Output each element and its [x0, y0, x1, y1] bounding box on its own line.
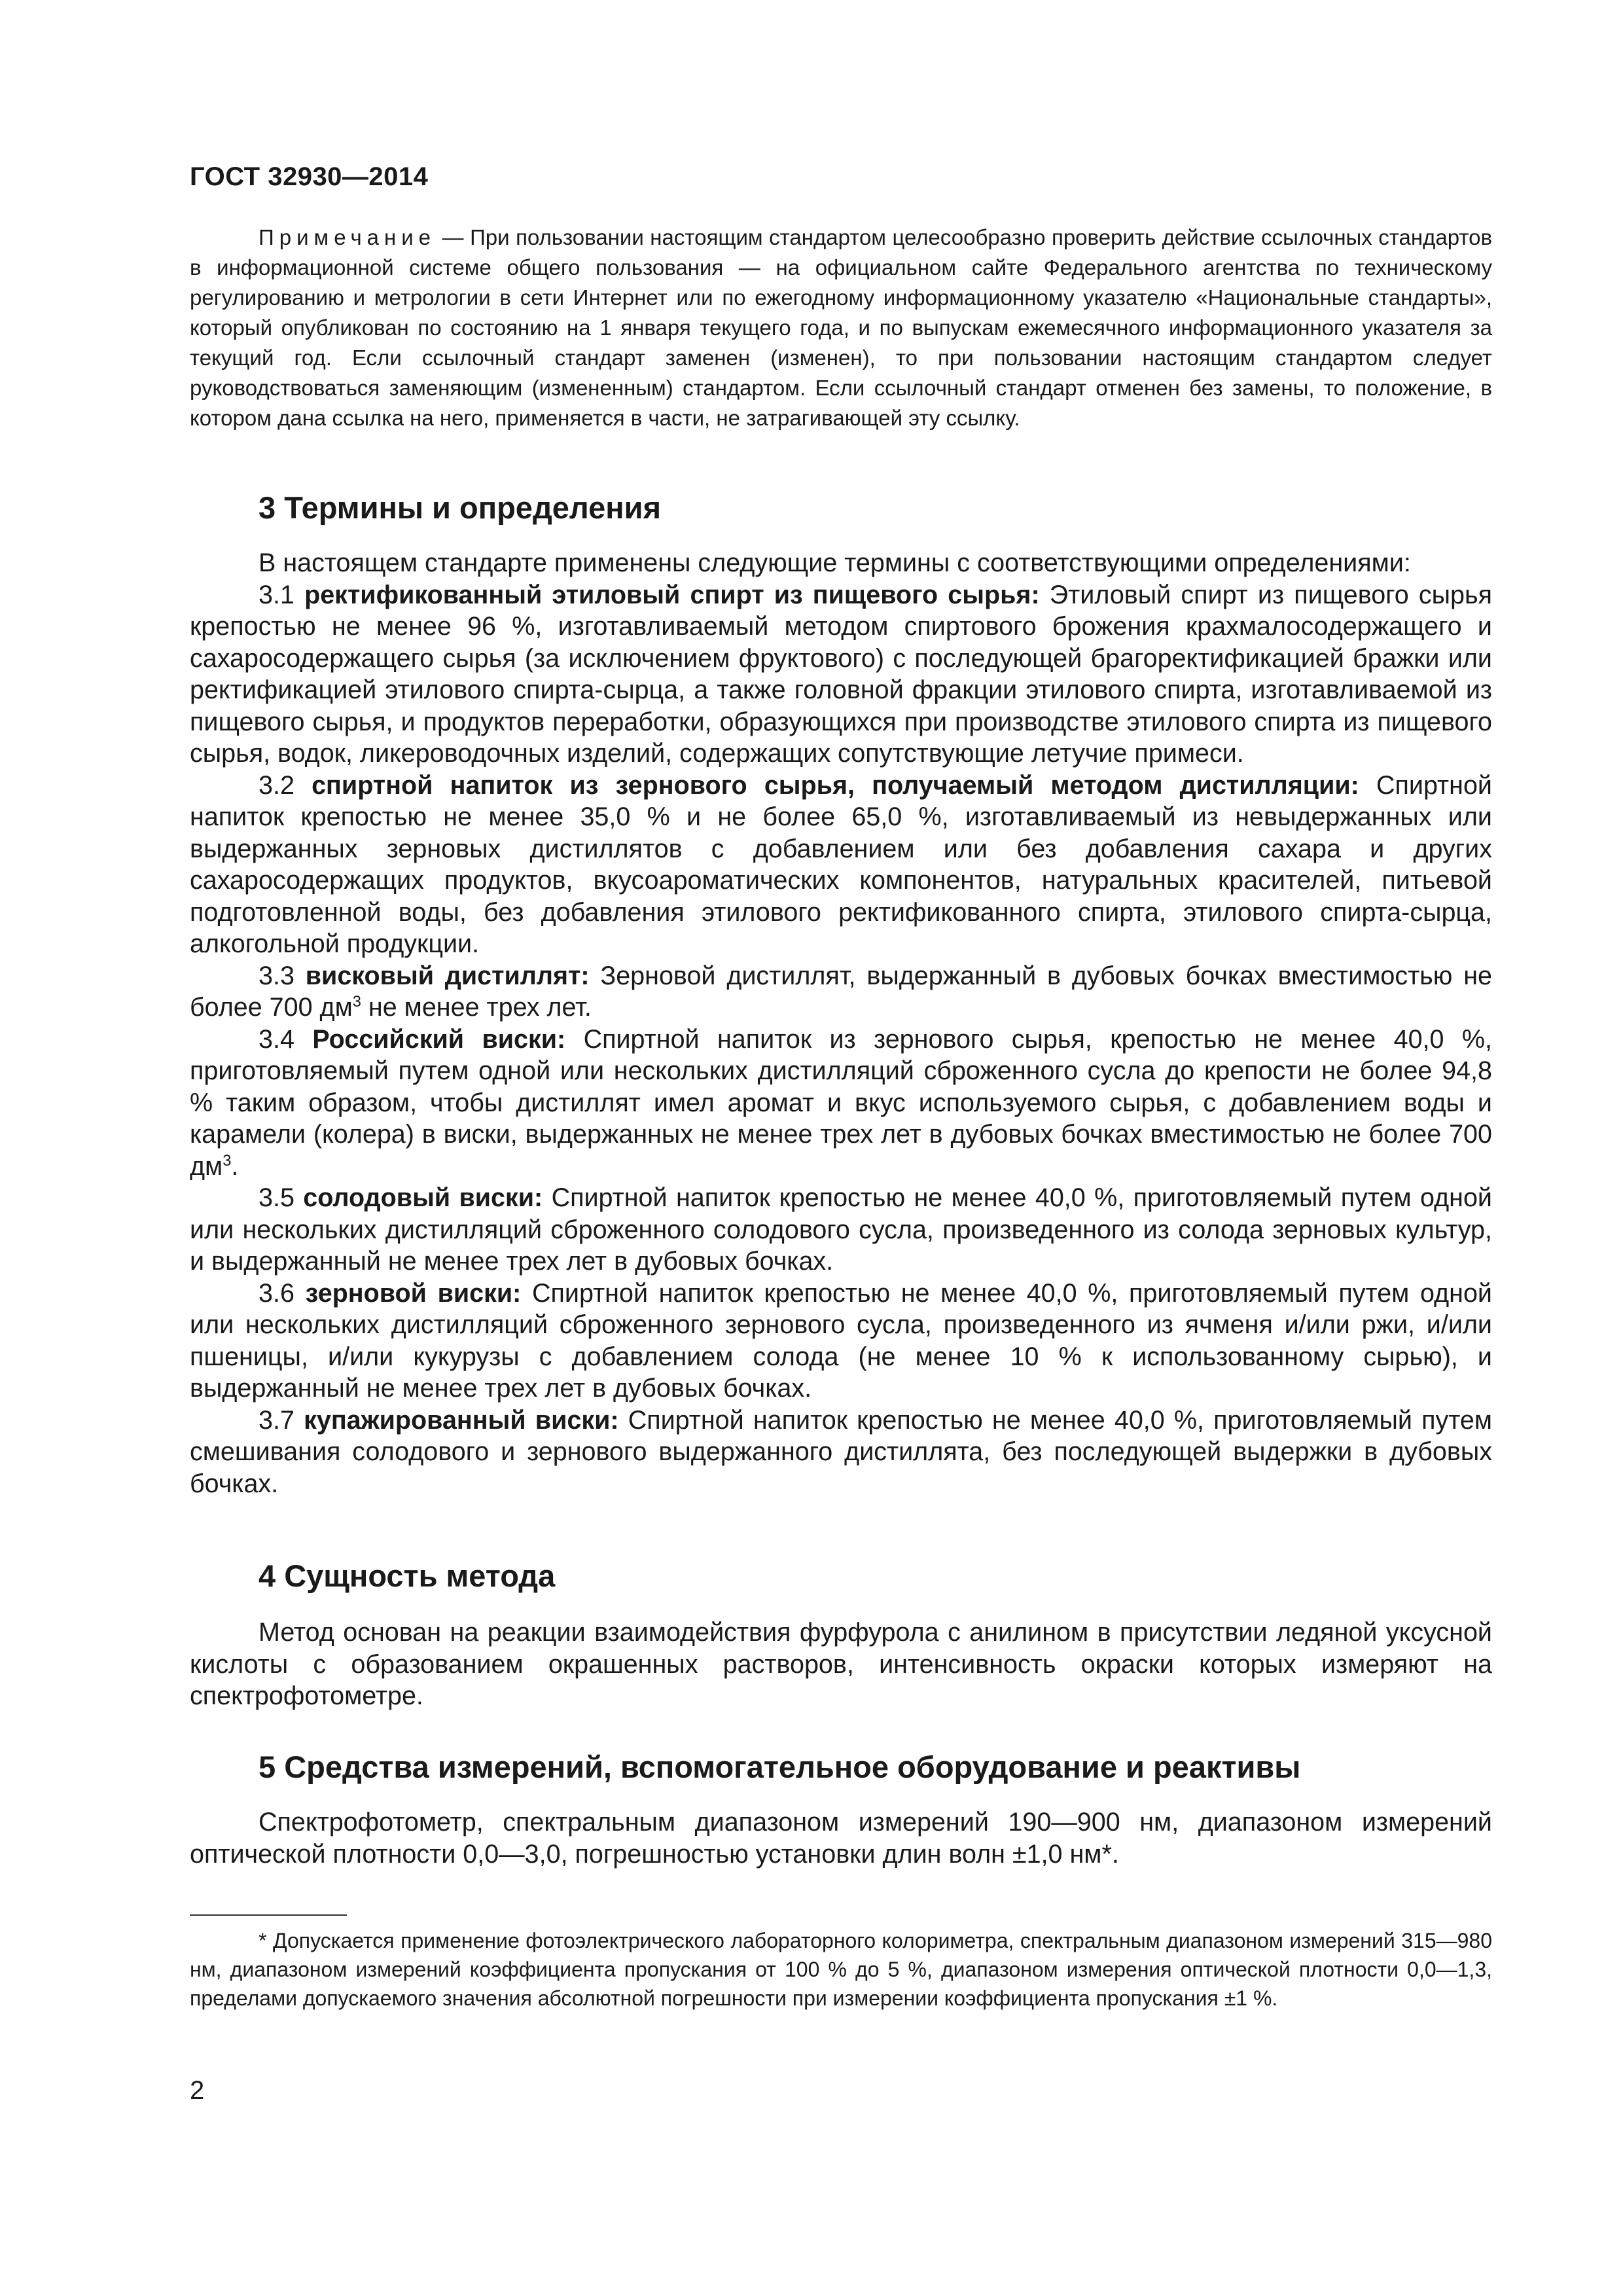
term-number: 3.5	[259, 1183, 294, 1212]
note-paragraph	[190, 223, 1492, 433]
term-name: купажированный виски:	[304, 1405, 619, 1435]
section-3-intro: В настоящем стандарте применены следующие термины с соответствующими определениями:	[259, 548, 1411, 577]
note-lead: Примечание	[259, 225, 437, 249]
term-definition: Зерновой дистиллят, выдержанный в дубовых бочках вместимостью не более 700 дм	[190, 961, 1492, 1022]
term-name: Российский виски:	[312, 1024, 566, 1054]
document-id: ГОСТ 32930—2014	[190, 162, 429, 191]
section-5-body	[190, 1806, 1492, 1870]
term-definition: Спиртной напиток крепостью не менее 40,0 %, приготовляемый путем смешивания солодового и зернового выдержанного дистиллята, без последующей выдержки в дубовых бочках.	[190, 1405, 1492, 1498]
section-4-body	[190, 1617, 1492, 1712]
term-definition-end: .	[231, 1151, 239, 1181]
term-name: зерновой виски:	[305, 1278, 522, 1308]
superscript: 3	[223, 1152, 232, 1170]
note-text: — При пользовании настоящим стандартом целесообразно проверить действие ссылочных стандартов в информационной системе общего пользования — на официальном сайте Федерального агентства по техническому регулированию и метрологии в сети Интернет или по ежегодному информационному указателю «Национальные стандарты», который опубликован по состоянию на 1 января текущего года, и по выпускам ежемесячного информационного указателя за текущий год. Если ссылочный стандарт заменен (изменен), то при пользовании настоящим стандартом следует руководствоваться заменяющим (измененным) стандартом. Если ссылочный стандарт отменен без замены, то положение, в котором дана ссылка на него, применяется в части, не затрагивающей эту ссылку.	[190, 225, 1492, 430]
section-4-text: Метод основан на реакции взаимодействия фурфурола с анилином в присутствии ледяной уксусной кислоты с образованием окрашенных растворов, интенсивность окраски которых измеряют на спектрофотометре.	[190, 1618, 1492, 1710]
term-3-6	[190, 1278, 1492, 1405]
term-name: спиртной напиток из зернового сырья, получаемый методом дистилляции:	[312, 770, 1359, 800]
section-4-heading: 4 Сущность метода	[259, 1558, 556, 1593]
footnote-divider	[190, 1914, 347, 1916]
footnote	[190, 1926, 1492, 2013]
term-number: 3.3	[259, 961, 294, 990]
term-definition: Спиртной напиток крепостью не менее 40,0 %, приготовляемый путем одной или нескольких дистилляций сброженного зернового сусла, произведенного из ячменя и/или ржи, и/или пшеницы, и/или кукурузы с добавлением солода (не менее 10 % к использованному сырью), и выдержанный не менее трех лет в дубовых бочках.	[190, 1278, 1492, 1403]
term-definition-end: не менее трех лет.	[361, 993, 592, 1022]
term-number: 3.2	[259, 770, 294, 800]
term-number: 3.1	[259, 580, 294, 609]
term-name: висковый дистиллят:	[305, 961, 590, 990]
superscript: 3	[352, 993, 361, 1011]
term-3-2	[190, 770, 1492, 960]
term-name: солодовый виски:	[303, 1183, 543, 1212]
term-3-1	[190, 579, 1492, 770]
term-3-4	[190, 1024, 1492, 1183]
term-number: 3.7	[259, 1405, 294, 1435]
section-5-text: Спектрофотометр, спектральным диапазоном измерений 190—900 нм, диапазоном измерений оптической плотности 0,0—3,0, погрешностью установки длин волн ±1,0 нм*.	[190, 1808, 1492, 1869]
page-number: 2	[190, 2076, 205, 2105]
term-definition: Этиловый спирт из пищевого сырья крепостью не менее 96 %, изготавливаемый методом спиртового брожения крахмалосодержащего и сахаросодержащего сырья (за исключением фруктового) с последующей брагоректификацией бражки или ректификацией этилового спирта-сырца, а также головной фракции этилового спирта, изготавливаемой из пищевого сырья, и продуктов переработки, образующихся при производстве этилового спирта из пищевого сырья, водок, ликероводочных изделий, содержащих сопутствующие летучие примеси.	[190, 580, 1492, 768]
term-definition: Спиртной напиток крепостью не менее 35,0 % и не более 65,0 %, изготавливаемый из невыдержанных или выдержанных зерновых дистиллятов с добавлением или без добавления сахара и других сахаросодержащих продуктов, вкусоароматических компонентов, натуральных красителей, питьевой подготовленной воды, без добавления этилового ректификованного спирта, этилового спирта-сырца, алкогольной продукции.	[190, 770, 1492, 958]
section-3-heading: 3 Термины и определения	[259, 490, 661, 525]
section-3-body	[190, 547, 1492, 1499]
term-3-3	[190, 960, 1492, 1024]
footnote-text: * Допускается применение фотоэлектрического лабораторного колориметра, спектральным диапазоном измерений 315—980 нм, диапазоном измерений коэффициента пропускания от 100 % до 5 %, диапазоном измерения оптической плотности 0,0—1,3, пределами допускаемого значения абсолютной погрешности при измерении коэффициента пропускания ±1 %.	[190, 1929, 1492, 2010]
section-5-heading: 5 Средства измерений, вспомогательное оборудование и реактивы	[259, 1749, 1301, 1784]
term-name: ректификованный этиловый спирт из пищевого сырья:	[304, 580, 1040, 609]
term-definition: Спиртной напиток из зернового сырья, крепостью не менее 40,0 %, приготовляемый путем одной или нескольких дистилляций сброженного сусла до крепости не более 94,8 % таким образом, чтобы дистиллят имел аромат и вкус используемого сырья, с добавлением воды и карамели (колера) в виски, выдержанных не менее трех лет в дубовых бочках вместимостью не более 700 дм	[190, 1024, 1492, 1181]
term-3-5	[190, 1182, 1492, 1278]
term-number: 3.4	[259, 1024, 294, 1054]
term-number: 3.6	[259, 1278, 294, 1308]
term-definition: Спиртной напиток крепостью не менее 40,0 %, приготовляемый путем одной или нескольких дистилляций сброженного солодового сусла, произведенного из солода зерновых культур, и выдержанный не менее трех лет в дубовых бочках.	[190, 1183, 1492, 1276]
term-3-7	[190, 1405, 1492, 1500]
